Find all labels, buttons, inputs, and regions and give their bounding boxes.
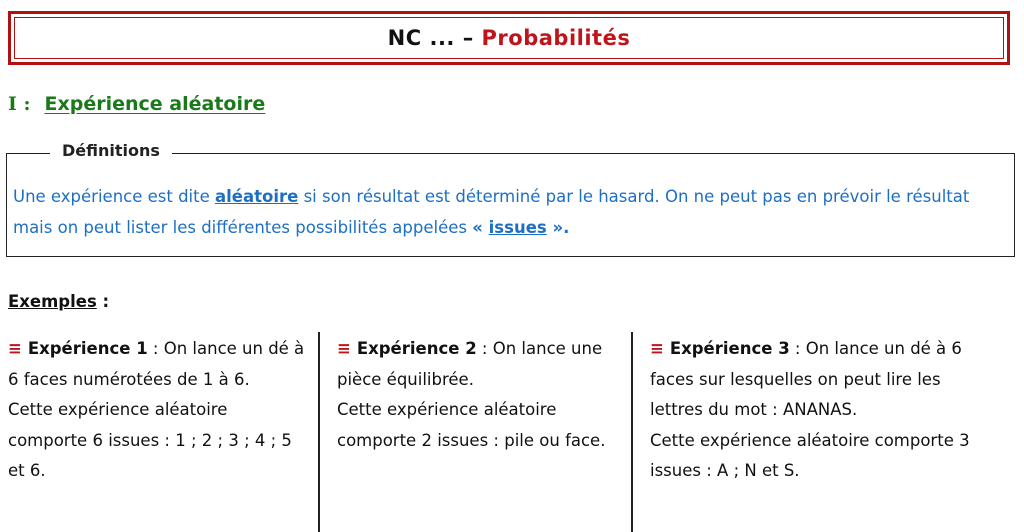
list-bullet-icon: ≡ xyxy=(8,339,22,358)
section-title: Expérience aléatoire xyxy=(44,93,266,115)
example-2-line-2: Cette expérience aléatoire comporte 2 issues : pile ou face. xyxy=(337,400,606,450)
definition-keyword-aleatoire: aléatoire xyxy=(215,187,299,206)
page-title xyxy=(388,26,631,50)
example-1-head: Expérience 1 xyxy=(27,339,148,358)
example-2-head: Expérience 2 xyxy=(356,339,477,358)
title-prefix: NC ... – xyxy=(387,26,482,50)
list-bullet-icon: ≡ xyxy=(337,339,351,358)
section-number: I : xyxy=(8,93,31,115)
example-2-line-1: : On lance une pièce équilibrée. xyxy=(337,339,603,389)
title-box xyxy=(8,11,1010,65)
example-1-line-1: : On lance un dé à 6 faces numérotées de 1 à 6. xyxy=(8,339,305,389)
quote-open: « xyxy=(472,218,489,237)
quote-close: ». xyxy=(546,218,570,237)
title-highlight: Probabilités xyxy=(481,26,631,50)
example-1-line-2: Cette expérience aléatoire comporte 6 issues : 1 ; 2 ; 3 ; 4 ; 5 et 6. xyxy=(8,400,292,480)
list-bullet-icon: ≡ xyxy=(650,339,664,358)
definition-label: Définitions xyxy=(50,141,172,160)
definition-text-part: si son résultat est déterminé par le hasard. On ne peut pas en prévoir le résultat mais on peut lister les différentes possibilités appelées xyxy=(13,187,970,237)
example-2 xyxy=(337,334,627,456)
examples-colon: : xyxy=(96,292,110,311)
example-3-head: Expérience 3 xyxy=(669,339,790,358)
example-3-line-2: Cette expérience aléatoire comporte 3 issues : A ; N et S. xyxy=(650,430,970,480)
example-1 xyxy=(8,334,308,487)
example-3-line-1: : On lance un dé à 6 faces sur lesquelles on peut lire les lettres du mot : ANANAS. xyxy=(650,339,962,419)
examples-heading xyxy=(8,292,109,311)
examples-label: Exemples xyxy=(8,292,97,311)
definition-text xyxy=(13,181,1013,243)
example-3 xyxy=(650,334,990,487)
column-divider xyxy=(631,332,633,532)
section-heading xyxy=(8,93,265,115)
column-divider xyxy=(318,332,320,532)
definition-text-part: Une expérience est dite xyxy=(13,187,216,206)
definition-keyword-issues: issues xyxy=(488,218,547,237)
